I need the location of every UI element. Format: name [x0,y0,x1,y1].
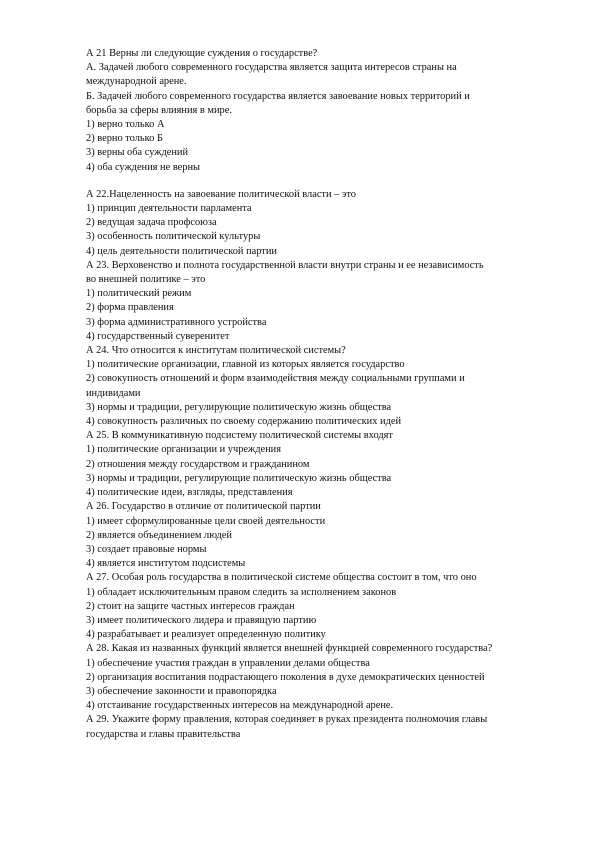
answer-option: 3) нормы и традиции, регулирующие политическую жизнь общества [86,401,392,413]
question-a21 [86,47,565,175]
question-heading [86,47,565,61]
question-text: Особая роль государства в политической системе общества состоит в том, что оно [109,572,477,584]
question-text: Какая из названных функций является внешней функцией современного государства? [109,643,493,655]
question-heading [86,500,565,514]
answer-option: 4) политические идеи, взгляды, представления [86,487,293,499]
question-a25 [86,429,565,500]
question-text: В коммуникативную подсистему политической системы входят [109,430,393,442]
answer-option: 2) стоит на защите частных интересов граждан [86,600,295,612]
answer-option: 2) совокупность отношений и форм взаимодействия между социальными группами и [86,373,465,385]
answer-option: 4) цель деятельности политической партии [86,245,277,257]
answer-option: 1) имеет сформулированные цели своей деятельности [86,515,326,527]
question-a28 [86,642,565,713]
answer-option: 2) организация воспитания подрастающего поколения в духе демократических ценностей [86,671,485,683]
question-number: А 28. [86,643,110,655]
answer-option: 4) государственный суверенитет [86,330,230,342]
answer-option: индивидами [86,387,141,399]
answer-option: 2) является объединением людей [86,529,232,541]
answer-option: 2) отношения между государством и гражданином [86,458,310,470]
question-a23 [86,259,565,344]
answer-option: 3) особенность политической культуры [86,231,261,243]
answer-option: 3) верны оба суждений [86,147,189,159]
answer-option: 2) форма правления [86,302,174,314]
answer-option: 3) обеспечение законности и правопорядка [86,685,277,697]
answer-option: 4) отстаивание государственных интересов на международной арене. [86,700,394,712]
question-a22 [86,188,565,259]
answer-option: 3) создает правовые нормы [86,543,207,555]
question-number: А 23. [86,259,110,271]
question-text: Верховенство и полнота государственной власти внутри страны и ее независимость [109,259,484,271]
answer-option: 2) ведущая задача профсоюза [86,217,217,229]
blank-line [86,175,565,188]
question-number: А 21 [86,48,107,59]
question-heading [86,571,565,585]
question-text: Укажите форму правления, которая соединяет в руках президента полномочия главы [109,714,488,726]
question-heading [86,188,565,202]
question-a24 [86,344,565,429]
question-number: А 22. [86,188,110,200]
stem-line: государства и главы правительства [86,728,241,740]
answer-option: 1) принцип деятельности парламента [86,203,252,215]
stem-line: А. Задачей любого современного государства является защита интересов страны на [86,62,457,74]
answer-option: 1) политические организации, главной из которых является государство [86,359,405,371]
answer-option: 4) разрабатывает и реализует определенную политику [86,629,326,641]
question-text: Верны ли следующие суждения о государстве? [106,48,318,59]
question-text: Что относится к институтам политической системы? [109,345,346,357]
question-text: Нацеленность на завоевание политической власти – это [109,188,356,200]
stem-line: Б. Задачей любого современного государства является завоевание новых территорий и [86,90,470,102]
question-a27 [86,571,565,642]
answer-option: 4) является институтом подсистемы [86,558,246,570]
question-text: Государство в отличие от политической партии [109,501,321,513]
question-heading [86,642,565,656]
question-number: А 24. [86,345,110,357]
question-heading [86,259,565,273]
stem-line: борьба за сферы влияния в мире. [86,104,232,116]
answer-option: 4) оба суждения не верны [86,161,201,173]
answer-option: 1) обладает исключительным правом следить за исполнением законов [86,586,397,598]
question-a29 [86,713,565,741]
answer-option: 3) форма административного устройства [86,316,267,328]
answer-option: 1) политический режим [86,288,192,300]
answer-option: 1) политические организации и учреждения [86,444,281,456]
question-number: А 26. [86,501,110,513]
answer-option: 2) верно только Б [86,133,163,145]
answer-option: 4) совокупность различных по своему содержанию политических идей [86,416,402,428]
question-number: А 27. [86,572,110,584]
answer-option: 3) имеет политического лидера и правящую партию [86,614,317,626]
answer-option: 1) обеспечение участия граждан в управлении делами общества [86,657,370,669]
question-a26 [86,500,565,571]
question-heading [86,713,565,727]
answer-option: 3) нормы и традиции, регулирующие политическую жизнь общества [86,472,392,484]
question-heading [86,344,565,358]
question-number: А 29. [86,714,110,726]
question-heading [86,429,565,443]
stem-line: во внешней политике – это [86,274,206,286]
stem-line: международной арене. [86,76,187,88]
question-number: А 25. [86,430,110,442]
answer-option: 1) верно только А [86,119,165,131]
